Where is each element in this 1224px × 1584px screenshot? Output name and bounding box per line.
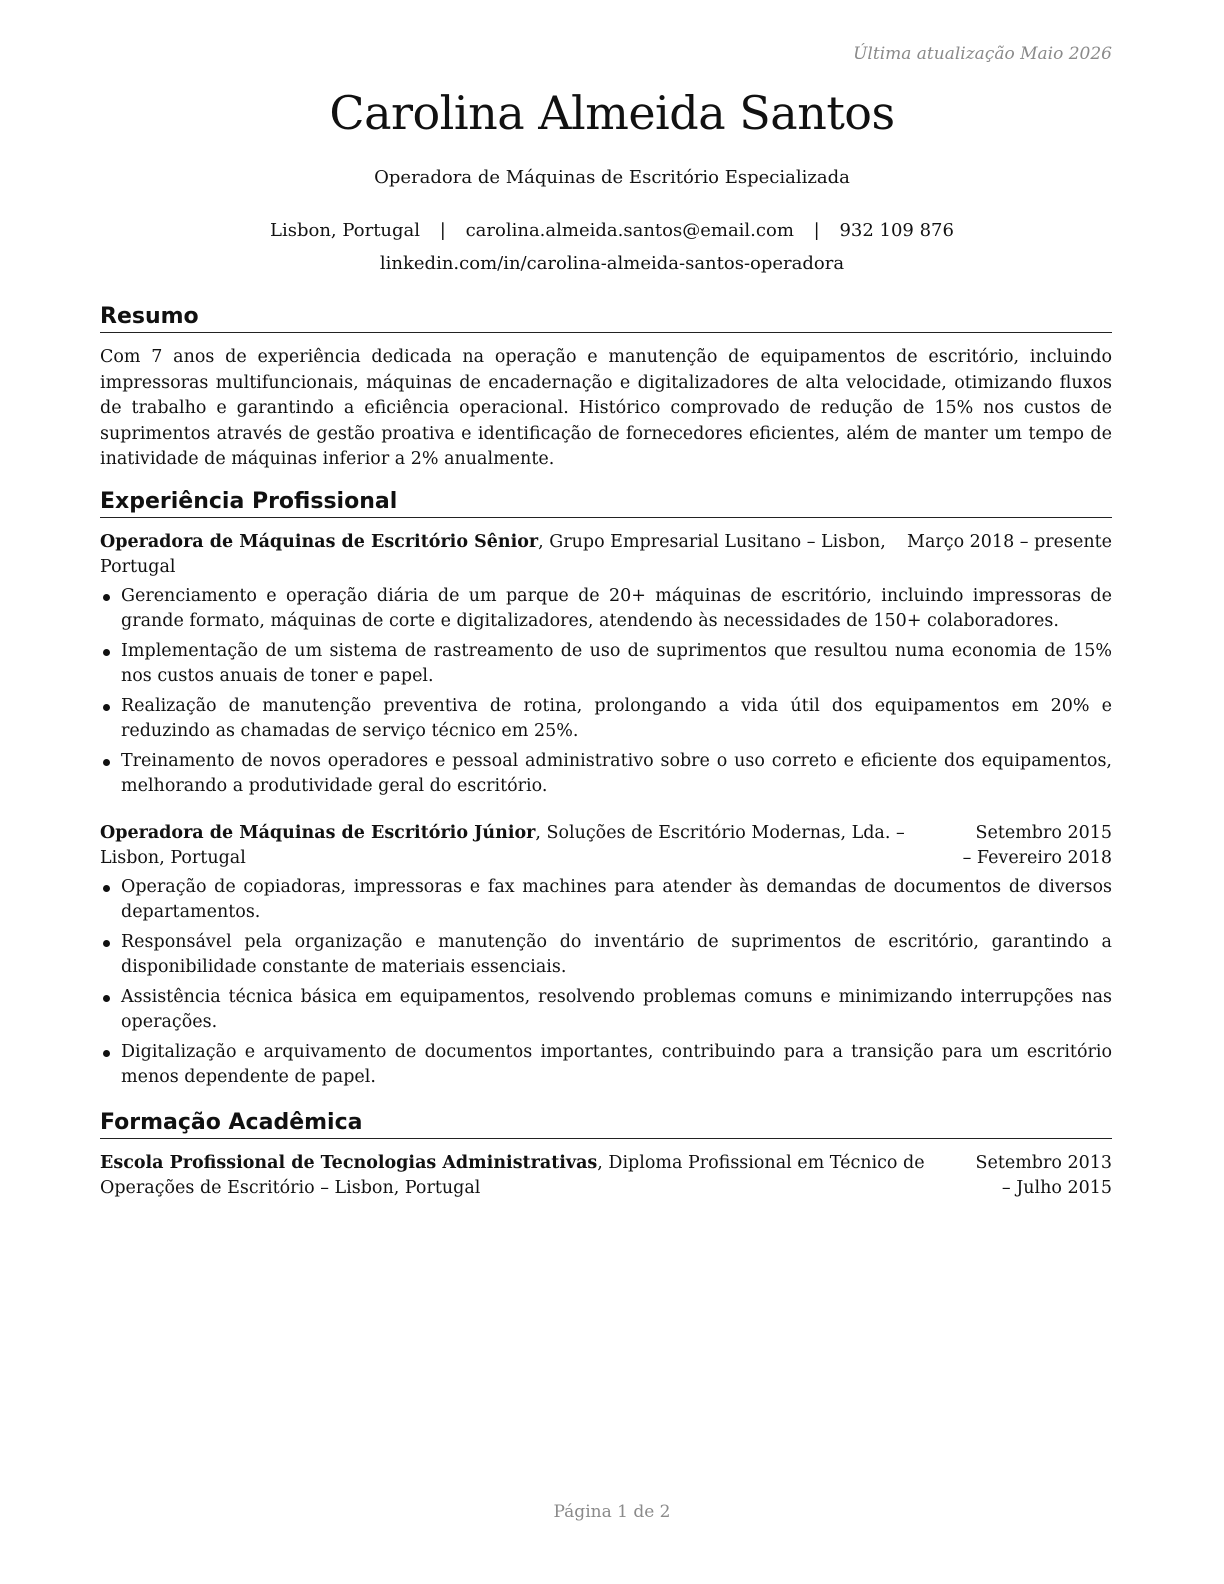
list-item: Digitalização e arquivamento de documentos importantes, contribuindo para a transição para um escritório menos dependente de papel. xyxy=(100,1040,1112,1090)
education-section xyxy=(100,1110,1112,1201)
job-entry xyxy=(100,821,1112,1090)
job-role: Operadora de Máquinas de Escritório Sênior xyxy=(100,532,539,552)
summary-section xyxy=(100,304,1112,473)
list-item: Assistência técnica básica em equipamentos, resolvendo problemas comuns e minimizando interrupções nas operações. xyxy=(100,985,1112,1035)
job-bullets xyxy=(100,875,1112,1090)
last-updated: Última atualização Maio 2026 xyxy=(853,44,1112,64)
job-entry xyxy=(100,530,1112,799)
job-subtitle: Operadora de Máquinas de Escritório Especializada xyxy=(374,167,850,188)
list-item: Gerenciamento e operação diária de um parque de 20+ máquinas de escritório, incluindo impressoras de grande formato, máquinas de corte e digitalizadores, atendendo às necessidades de 150+ colaboradores. xyxy=(100,584,1112,634)
list-item: Responsável pela organização e manutenção do inventário de suprimentos de escritório, garantindo a disponibilidade constante de materiais essenciais. xyxy=(100,930,1112,980)
location: Lisbon, Portugal xyxy=(270,220,421,241)
page-number: Página 1 de 2 xyxy=(553,1502,671,1522)
section-title: Resumo xyxy=(100,304,1112,333)
school-name: Escola Profissional de Tecnologias Administrativas xyxy=(100,1153,598,1173)
separator: | xyxy=(813,220,820,241)
education-dates: Setembro 2013 – Julho 2015 xyxy=(975,1153,1112,1198)
candidate-name: Carolina Almeida Santos xyxy=(329,86,895,140)
job-bullets xyxy=(100,584,1112,799)
job-company: , Soluções de Escritório Modernas, Lda. – Lisbon, Portugal xyxy=(100,823,905,868)
job-header xyxy=(100,821,1112,871)
summary-text: Com 7 anos de experiência dedicada na operação e manutenção de equipamentos de escritório, incluindo impressoras multifuncionais, máquinas de encadernação e digitalizadores de alta velocidade, otimizando fluxos de trabalho e garantindo a eficiência operacional. Histórico comprovado de redução de 15% nos custos de suprimentos através de gestão proativa e identificação de fornecedores eficientes, além de manter um tempo de inatividade de máquinas inferior a 2% anualmente. xyxy=(100,347,1112,469)
job-role: Operadora de Máquinas de Escritório Júnior xyxy=(100,823,536,843)
experience-section xyxy=(100,489,1112,1095)
education-entry xyxy=(100,1151,1112,1201)
list-item: Realização de manutenção preventiva de rotina, prolongando a vida útil dos equipamentos em 20% e reduzindo as chamadas de serviço técnico em 25%. xyxy=(100,694,1112,744)
job-dates: Setembro 2015 – Fevereiro 2018 xyxy=(962,823,1112,868)
section-title: Experiência Profissional xyxy=(100,489,1112,518)
email-link[interactable]: carolina.almeida.santos@email.com xyxy=(465,220,794,241)
phone: 932 109 876 xyxy=(839,220,954,241)
education-detail: , Diploma Profissional em Técnico de Operações de Escritório – Lisbon, Portugal xyxy=(100,1153,925,1198)
contact-line xyxy=(0,220,1224,241)
section-title: Formação Acadêmica xyxy=(100,1110,1112,1139)
separator: | xyxy=(439,220,446,241)
list-item: Implementação de um sistema de rastreamento de uso de suprimentos que resultou numa economia de 15% nos custos anuais de toner e papel. xyxy=(100,639,1112,689)
linkedin-link[interactable]: linkedin.com/in/carolina-almeida-santos-operadora xyxy=(379,253,845,274)
list-item: Operação de copiadoras, impressoras e fax machines para atender às demandas de documentos de diversos departamentos. xyxy=(100,875,1112,925)
job-dates: Março 2018 – presente xyxy=(907,532,1112,552)
list-item: Treinamento de novos operadores e pessoal administrativo sobre o uso correto e eficiente dos equipamentos, melhorando a produtividade geral do escritório. xyxy=(100,749,1112,799)
job-company: , Grupo Empresarial Lusitano – Lisbon, Portugal xyxy=(100,532,886,577)
job-header xyxy=(100,530,1112,580)
